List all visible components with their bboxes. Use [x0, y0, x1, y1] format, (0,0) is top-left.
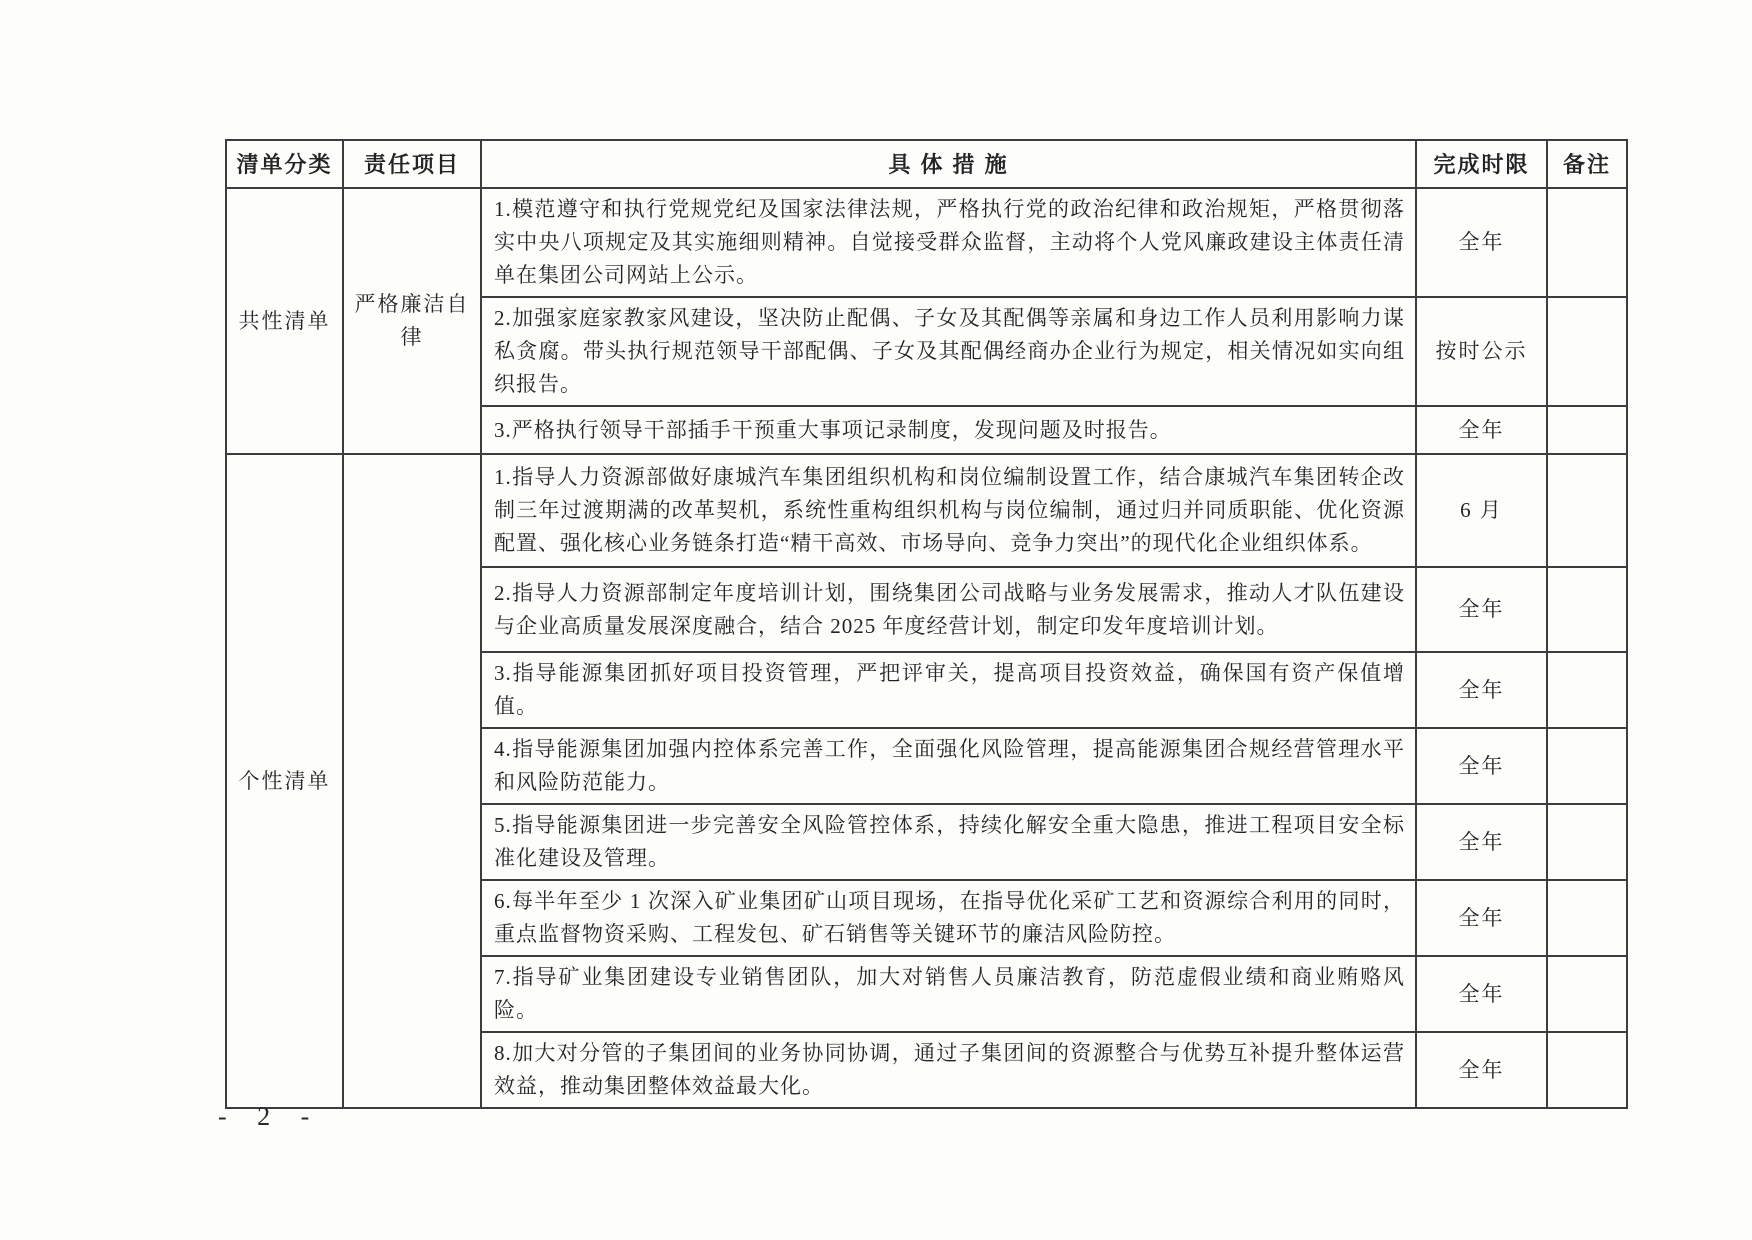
deadline-cell: 全年 [1416, 956, 1547, 1032]
measure-cell: 6.每半年至少 1 次深入矿业集团矿山项目现场，在指导优化采矿工艺和资源综合利用的同时，重点监督物资采购、工程发包、矿石销售等关键环节的廉洁风险防控。 [481, 880, 1416, 956]
column-header-measures: 具 体 措 施 [481, 140, 1416, 188]
deadline-cell: 按时公示 [1416, 297, 1547, 406]
remark-cell [1547, 454, 1627, 567]
page-number: - 2 - [218, 1102, 322, 1131]
table-row [226, 188, 1627, 297]
remark-cell [1547, 956, 1627, 1032]
deadline-cell: 6 月 [1416, 454, 1547, 567]
deadline-cell: 全年 [1416, 1032, 1547, 1108]
category-cell-individual: 个性清单 [226, 454, 343, 1108]
measure-cell: 1.指导人力资源部做好康城汽车集团组织机构和岗位编制设置工作，结合康城汽车集团转企改制三年过渡期满的改革契机，系统性重构组织机构与岗位编制，通过归并同质职能、优化资源配置、强化核心业务链条打造“精干高效、市场导向、竞争力突出”的现代化企业组织体系。 [481, 454, 1416, 567]
column-header-category: 清单分类 [226, 140, 343, 188]
deadline-cell: 全年 [1416, 652, 1547, 728]
remark-cell [1547, 652, 1627, 728]
responsibility-list-table [225, 139, 1628, 1109]
measure-cell: 3.指导能源集团抓好项目投资管理，严把评审关，提高项目投资效益，确保国有资产保值增值。 [481, 652, 1416, 728]
remark-cell [1547, 880, 1627, 956]
measure-cell: 1.模范遵守和执行党规党纪及国家法律法规，严格执行党的政治纪律和政治规矩，严格贯彻落实中央八项规定及其实施细则精神。自觉接受群众监督，主动将个人党风廉政建设主体责任清单在集团公司网站上公示。 [481, 188, 1416, 297]
project-cell-individual [343, 454, 481, 1108]
measure-cell: 2.加强家庭家教家风建设，坚决防止配偶、子女及其配偶等亲属和身边工作人员利用影响力谋私贪腐。带头执行规范领导干部配偶、子女及其配偶经商办企业行为规定，相关情况如实向组织报告。 [481, 297, 1416, 406]
deadline-cell: 全年 [1416, 728, 1547, 804]
deadline-cell: 全年 [1416, 188, 1547, 297]
category-cell-common: 共性清单 [226, 188, 343, 454]
measure-cell: 7.指导矿业集团建设专业销售团队，加大对销售人员廉洁教育，防范虚假业绩和商业贿赂风险。 [481, 956, 1416, 1032]
remark-cell [1547, 804, 1627, 880]
measure-cell: 2.指导人力资源部制定年度培训计划，围绕集团公司战略与业务发展需求，推动人才队伍建设与企业高质量发展深度融合，结合 2025 年度经营计划，制定印发年度培训计划。 [481, 567, 1416, 652]
remark-cell [1547, 297, 1627, 406]
measure-cell: 4.指导能源集团加强内控体系完善工作，全面强化风险管理，提高能源集团合规经营管理水平和风险防范能力。 [481, 728, 1416, 804]
table-row [226, 454, 1627, 567]
column-header-remark: 备注 [1547, 140, 1627, 188]
project-cell-common: 严格廉洁自律 [343, 188, 481, 454]
measure-cell: 3.严格执行领导干部插手干预重大事项记录制度，发现问题及时报告。 [481, 406, 1416, 454]
deadline-cell: 全年 [1416, 567, 1547, 652]
remark-cell [1547, 567, 1627, 652]
header-row [226, 140, 1627, 188]
remark-cell [1547, 1032, 1627, 1108]
column-header-project: 责任项目 [343, 140, 481, 188]
deadline-cell: 全年 [1416, 804, 1547, 880]
remark-cell [1547, 406, 1627, 454]
column-header-deadline: 完成时限 [1416, 140, 1547, 188]
measure-cell: 5.指导能源集团进一步完善安全风险管控体系，持续化解安全重大隐患，推进工程项目安全标准化建设及管理。 [481, 804, 1416, 880]
deadline-cell: 全年 [1416, 880, 1547, 956]
remark-cell [1547, 728, 1627, 804]
measure-cell: 8.加大对分管的子集团间的业务协同协调，通过子集团间的资源整合与优势互补提升整体运营效益，推动集团整体效益最大化。 [481, 1032, 1416, 1108]
deadline-cell: 全年 [1416, 406, 1547, 454]
remark-cell [1547, 188, 1627, 297]
